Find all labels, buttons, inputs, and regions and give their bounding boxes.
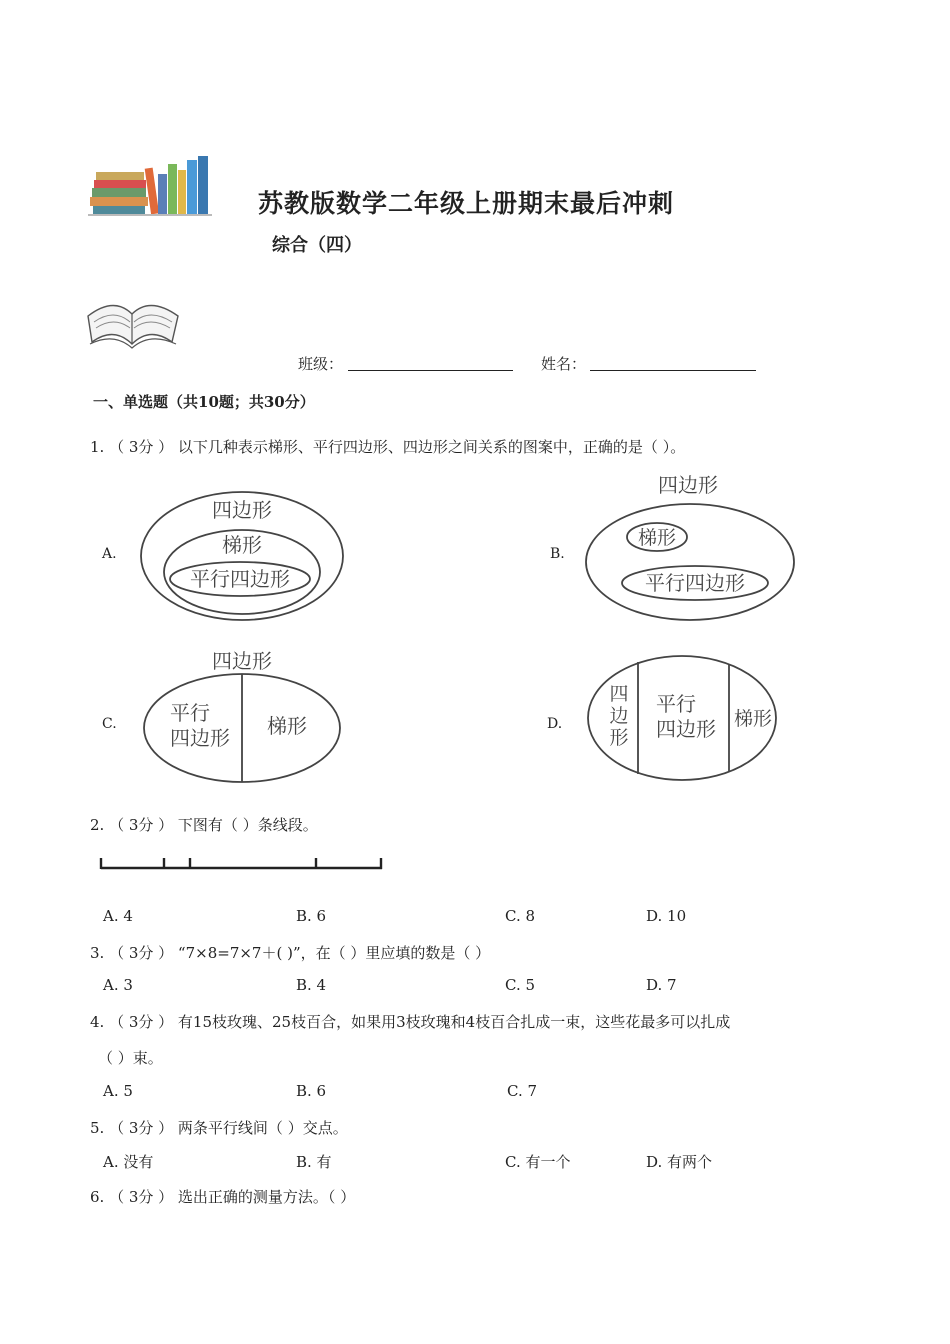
q2-option-a[interactable]: A. 4: [103, 907, 133, 925]
name-label: 姓名：: [541, 355, 587, 373]
diagram-d-quad-v1: 四: [609, 683, 629, 705]
diagram-a-parallelogram-label: 平行四边形: [190, 567, 290, 591]
page-title: 苏教版数学二年级上册期末最后冲刺: [258, 189, 675, 218]
diagram-c-trapezoid-label: 梯形: [267, 714, 307, 738]
diagram-d-quad-v3: 形: [609, 727, 629, 749]
q1-diagram-a[interactable]: [138, 488, 348, 624]
diagram-d-parallel-label: 平行: [656, 692, 696, 716]
q4-option-c[interactable]: C. 7: [507, 1082, 538, 1100]
page-subtitle: 综合（四）: [272, 235, 362, 256]
diagram-d-trapezoid-label: 梯形: [733, 708, 773, 730]
q1-option-b-label[interactable]: B.: [550, 546, 565, 562]
question-4: 4. （ 3分 ） 有15枝玫瑰、25枝百合，如果用3枝玫瑰和4枝百合扎成一束，这些花最多可以扎成: [90, 1013, 731, 1031]
q5-option-a[interactable]: A. 没有: [103, 1153, 154, 1171]
books-illustration: [88, 152, 214, 216]
question-6: 6. （ 3分 ） 选出正确的测量方法。（ ）: [90, 1188, 356, 1206]
diagram-b-quadrilateral-label: 四边形: [658, 473, 718, 497]
name-field[interactable]: [590, 370, 756, 371]
question-3: 3. （ 3分 ） “7×8=7×7＋( )”，在（ ）里应填的数是（ ）: [90, 944, 491, 962]
diagram-d-quad-v2: 边: [609, 705, 629, 727]
question-2: 2. （ 3分 ） 下图有（ ）条线段。: [90, 816, 318, 834]
class-label: 班级：: [298, 355, 344, 373]
diagram-c-quadrilateral-label: 四边形: [212, 649, 272, 673]
q1-diagram-d[interactable]: [584, 650, 780, 784]
open-book-icon: [84, 286, 182, 352]
diagram-a-quadrilateral-label: 四边形: [212, 498, 272, 522]
q5-option-c[interactable]: C. 有一个: [505, 1153, 571, 1171]
q3-option-d[interactable]: D. 7: [646, 976, 677, 994]
q2-option-b[interactable]: B. 6: [296, 907, 327, 925]
q2-option-d[interactable]: D. 10: [646, 907, 687, 925]
q2-line-segment-figure: [98, 854, 386, 874]
q1-option-c-label[interactable]: C.: [102, 716, 117, 732]
diagram-b-trapezoid-label: 梯形: [637, 527, 677, 549]
diagram-c-quad-part-label: 四边形: [170, 726, 230, 750]
q3-option-b[interactable]: B. 4: [296, 976, 327, 994]
q3-option-a[interactable]: A. 3: [103, 976, 133, 994]
diagram-a-trapezoid-label: 梯形: [222, 533, 262, 557]
question-4-continued: （ ）束。: [98, 1049, 163, 1067]
diagram-b-parallelogram-label: 平行四边形: [645, 571, 745, 595]
q4-option-b[interactable]: B. 6: [296, 1082, 327, 1100]
q3-option-c[interactable]: C. 5: [505, 976, 536, 994]
class-field[interactable]: [348, 370, 513, 371]
q1-diagram-b[interactable]: [582, 468, 798, 624]
diagram-c-parallel-label: 平行: [170, 701, 210, 725]
q4-option-a[interactable]: A. 5: [103, 1082, 133, 1100]
q2-option-c[interactable]: C. 8: [505, 907, 536, 925]
section-title: 一、单选题（共10题；共30分）: [93, 393, 315, 411]
q5-option-b[interactable]: B. 有: [296, 1153, 332, 1171]
q1-option-d-label[interactable]: D.: [547, 716, 563, 732]
q1-option-a-label[interactable]: A.: [102, 546, 117, 562]
question-1: 1. （ 3分 ） 以下几种表示梯形、平行四边形、四边形之间关系的图案中，正确的是（ ）。: [90, 438, 686, 456]
q1-diagram-c[interactable]: [138, 644, 348, 786]
question-5: 5. （ 3分 ） 两条平行线间（ ）交点。: [90, 1119, 348, 1137]
q5-option-d[interactable]: D. 有两个: [646, 1153, 713, 1171]
diagram-d-quad-part-label: 四边形: [656, 717, 716, 741]
